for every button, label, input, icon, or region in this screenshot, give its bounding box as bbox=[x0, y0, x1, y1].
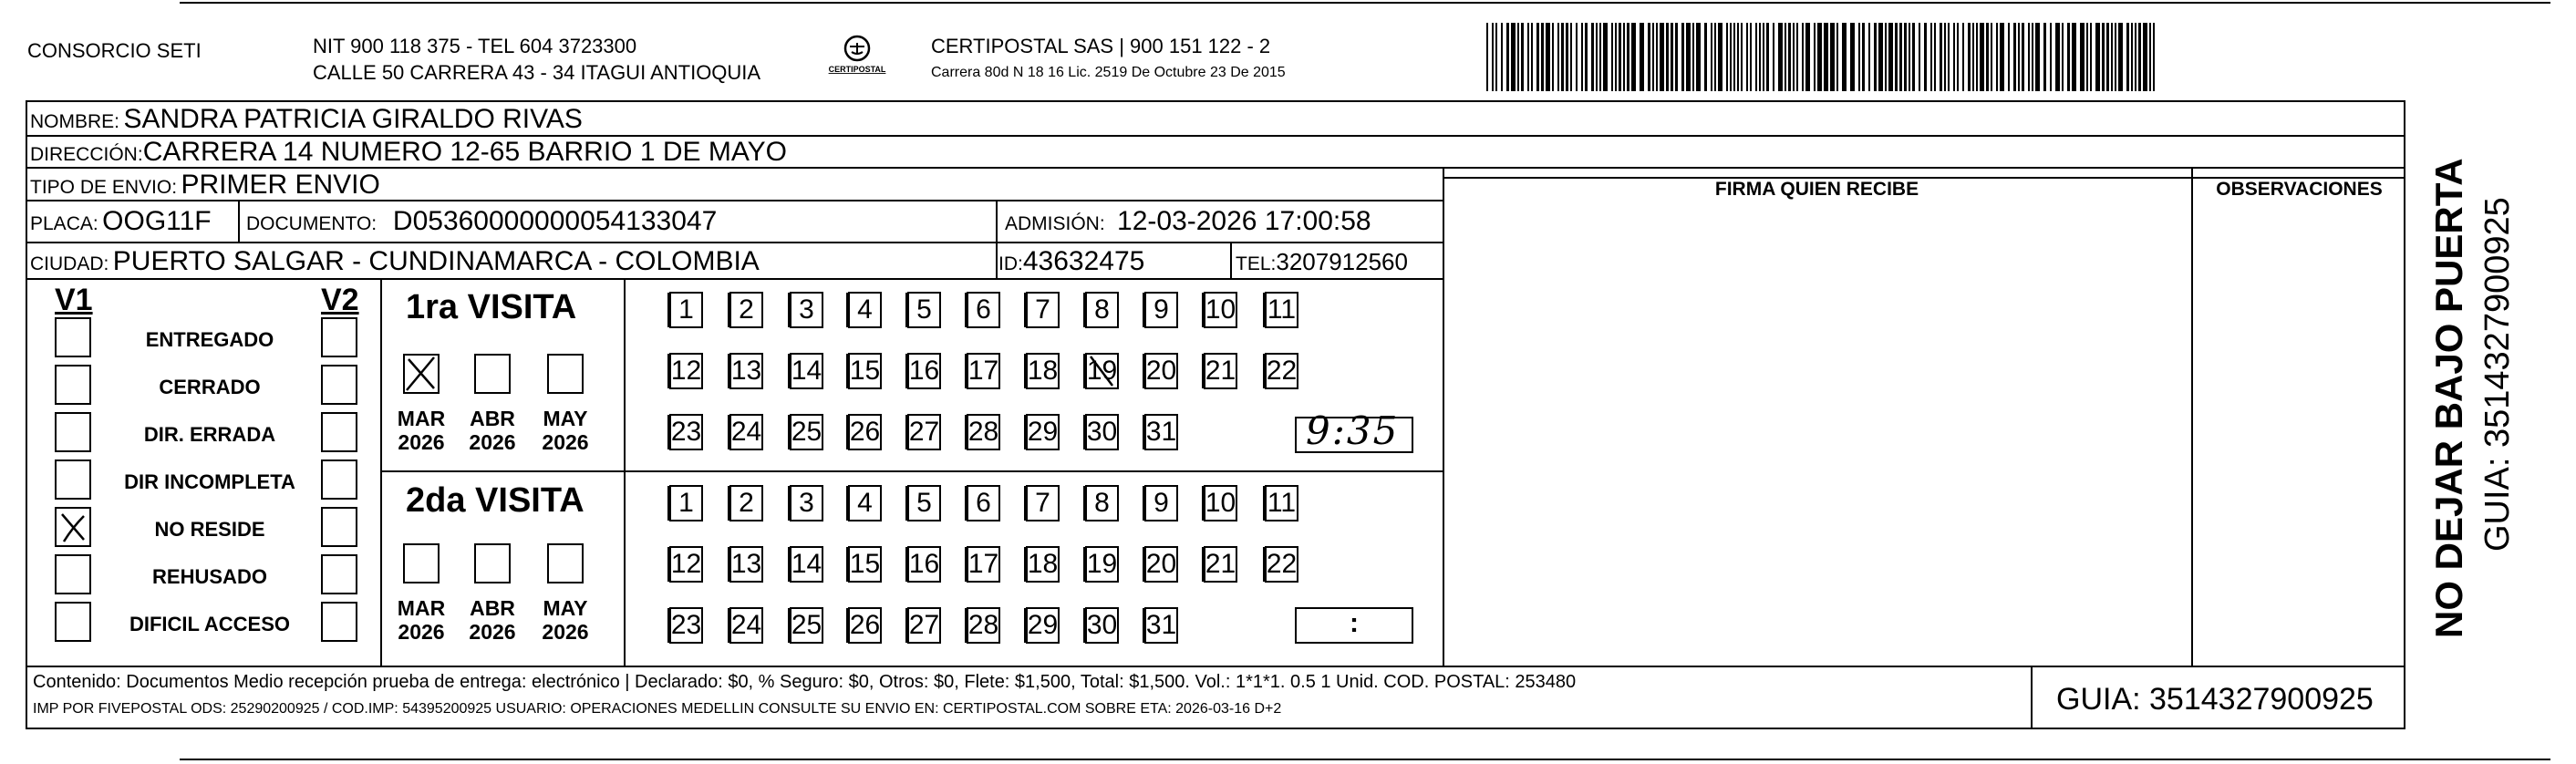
barcode-bar bbox=[1899, 23, 1902, 91]
city-row: CIUDAD: PUERTO SALGAR - CUNDINAMARCA - COLOMBIA bbox=[30, 246, 760, 276]
barcode-bar bbox=[1561, 23, 1564, 91]
day-box[interactable]: 1 bbox=[669, 485, 703, 521]
address-row: DIRECCIÓN:CARRERA 14 NUMERO 12-65 BARRIO 1 DE MAYO bbox=[30, 137, 787, 167]
barcode-bar bbox=[1718, 23, 1723, 91]
barcode-bar bbox=[2022, 23, 2024, 91]
barcode-bar bbox=[1517, 23, 1519, 91]
v1-header: V1 bbox=[55, 283, 93, 317]
day-box[interactable]: 21 bbox=[1204, 546, 1237, 583]
side-warning: NO DEJAR BAJO PUERTA bbox=[2427, 158, 2470, 638]
barcode-bar bbox=[2086, 23, 2088, 91]
barcode-bar bbox=[2131, 23, 2133, 91]
day-box[interactable]: 18 bbox=[1026, 546, 1060, 583]
barcode-bar bbox=[1759, 23, 1761, 91]
barcode-bar bbox=[2032, 23, 2033, 91]
month-label: ABR 2026 bbox=[469, 596, 516, 645]
day-box[interactable]: 7 bbox=[1026, 485, 1060, 521]
barcode-bar bbox=[1746, 23, 1748, 91]
day-box[interactable]: 16 bbox=[907, 353, 941, 389]
barcode-bar bbox=[1648, 23, 1650, 91]
day-box[interactable]: 19 bbox=[1085, 353, 1119, 389]
barcode-bar bbox=[1521, 23, 1524, 91]
day-box[interactable]: 12 bbox=[669, 353, 703, 389]
barcode-bar bbox=[1501, 23, 1503, 91]
barcode-bar bbox=[2149, 23, 2151, 91]
barcode-bar bbox=[1888, 23, 1893, 91]
day-box[interactable]: 17 bbox=[967, 353, 1000, 389]
barcode-bar bbox=[1868, 23, 1870, 91]
barcode-bar bbox=[1750, 23, 1752, 91]
day-box[interactable]: 4 bbox=[848, 485, 882, 521]
barcode-bar bbox=[1878, 23, 1883, 91]
barcode-bar bbox=[1640, 23, 1644, 91]
status-label: DIFICIL ACCESO bbox=[129, 613, 290, 635]
barcode-bar bbox=[1976, 23, 1978, 91]
barcode-bar bbox=[1536, 23, 1539, 91]
day-box[interactable]: 9 bbox=[1144, 485, 1178, 521]
day-box[interactable]: 18 bbox=[1026, 353, 1060, 389]
day-box[interactable]: 8 bbox=[1085, 292, 1119, 328]
barcode-bar bbox=[1591, 23, 1594, 91]
barcode-bar bbox=[1862, 23, 1865, 91]
v2-header: V2 bbox=[321, 283, 359, 317]
v1-checkbox[interactable] bbox=[55, 317, 91, 357]
barcode-bar bbox=[1557, 23, 1559, 91]
status-label: REHUSADO bbox=[152, 565, 267, 588]
day-box[interactable]: 10 bbox=[1204, 485, 1237, 521]
barcode-bar bbox=[1652, 23, 1654, 91]
day-box[interactable]: 27 bbox=[907, 607, 941, 644]
day-box[interactable]: 30 bbox=[1085, 607, 1119, 644]
day-box[interactable]: 29 bbox=[1026, 414, 1060, 450]
day-box[interactable]: 7 bbox=[1026, 292, 1060, 328]
recipient-tel: 3207912560 bbox=[1276, 248, 1408, 275]
barcode-bar bbox=[1817, 23, 1822, 91]
barcode-bar bbox=[1566, 23, 1568, 91]
barcode-bar bbox=[2115, 23, 2116, 91]
certipostal-logo bbox=[825, 33, 889, 78]
carrier-line: CERTIPOSTAL SAS | 900 151 122 - 2 bbox=[931, 35, 1271, 57]
barcode-bar bbox=[1623, 23, 1625, 91]
side-guia: GUIA: 3514327900925 bbox=[2478, 197, 2517, 552]
barcode-bar bbox=[1830, 23, 1835, 91]
month-checkbox[interactable] bbox=[547, 354, 584, 394]
month-checkbox[interactable] bbox=[474, 354, 511, 394]
recipient-id: 43632475 bbox=[1022, 246, 1145, 276]
day-box[interactable]: 15 bbox=[848, 546, 882, 583]
day-box[interactable]: 31 bbox=[1144, 607, 1178, 644]
day-box[interactable]: 1 bbox=[669, 292, 703, 328]
barcode-bar bbox=[1909, 23, 1910, 91]
barcode-bar bbox=[1930, 23, 1932, 91]
barcode-bar bbox=[1576, 23, 1578, 91]
v2-checkbox[interactable] bbox=[321, 602, 357, 642]
day-box[interactable]: 23 bbox=[669, 607, 703, 644]
top-rule bbox=[180, 2, 2550, 4]
visit1-time: 9:35 bbox=[1306, 408, 1400, 453]
barcode-bar bbox=[1805, 23, 1810, 91]
day-box[interactable]: 26 bbox=[848, 414, 882, 450]
month-label: MAY 2026 bbox=[542, 407, 589, 455]
barcode-bar bbox=[1486, 23, 1488, 91]
barcode-bar bbox=[1675, 23, 1678, 91]
doc-row: DOCUMENTO: D05360000000054133047 bbox=[246, 206, 718, 236]
day-box[interactable]: 4 bbox=[848, 292, 882, 328]
month-label: MAR 2026 bbox=[397, 596, 446, 645]
barcode-bar bbox=[1527, 23, 1529, 91]
barcode-bar bbox=[1858, 23, 1860, 91]
day-box[interactable]: 5 bbox=[907, 292, 941, 328]
barcode-bar bbox=[1666, 23, 1669, 91]
document-number: D05360000000054133047 bbox=[392, 206, 718, 236]
day-box[interactable]: 16 bbox=[907, 546, 941, 583]
barcode-bar bbox=[1968, 23, 1971, 91]
admission-date: 12-03-2026 17:00:58 bbox=[1117, 206, 1371, 236]
day-box[interactable]: 2 bbox=[729, 292, 763, 328]
v2-checkbox[interactable] bbox=[321, 317, 357, 357]
day-box[interactable]: 9 bbox=[1144, 292, 1178, 328]
barcode-bar bbox=[1596, 23, 1598, 91]
barcode-bar bbox=[2106, 23, 2109, 91]
signature-header: FIRMA QUIEN RECIBE bbox=[1714, 179, 1919, 200]
barcode-bar bbox=[1885, 23, 1887, 91]
barcode-bar bbox=[1726, 23, 1728, 91]
day-box[interactable]: 17 bbox=[967, 546, 1000, 583]
bottom-rule bbox=[180, 759, 2550, 760]
barcode-bar bbox=[1686, 23, 1691, 91]
day-box[interactable]: 24 bbox=[729, 414, 763, 450]
barcode-bar bbox=[1850, 23, 1855, 91]
day-box[interactable]: 5 bbox=[907, 485, 941, 521]
day-box[interactable]: 13 bbox=[729, 353, 763, 389]
barcode-bar bbox=[1874, 23, 1877, 91]
barcode-bar bbox=[1506, 23, 1509, 91]
observations-header: OBSERVACIONES bbox=[2216, 179, 2383, 200]
barcode-bar bbox=[1996, 23, 1998, 91]
id-row: ID:43632475 bbox=[998, 246, 1145, 276]
barcode-bar bbox=[2050, 23, 2052, 91]
barcode-bar bbox=[1785, 23, 1786, 91]
day-box[interactable]: 10 bbox=[1204, 292, 1237, 328]
status-label: DIR. ERRADA bbox=[143, 423, 276, 446]
day-box[interactable]: 22 bbox=[1265, 546, 1298, 583]
day-box[interactable]: 2 bbox=[729, 485, 763, 521]
barcode-bar bbox=[1912, 23, 1915, 91]
day-box[interactable]: 30 bbox=[1085, 414, 1119, 450]
plate: OOG11F bbox=[102, 206, 212, 236]
type-row: TIPO DE ENVIO: PRIMER ENVIO bbox=[30, 170, 380, 200]
city: PUERTO SALGAR - CUNDINAMARCA - COLOMBIA bbox=[112, 246, 760, 276]
address-line: CALLE 50 CARRERA 43 - 34 ITAGUI ANTIOQUIA bbox=[313, 61, 761, 84]
contents-line: Contenido: Documentos Medio recepción prueba de entrega: electrónico | Declarado: $0, % Seguro: $0, Otros: $0, Flete: $1,500, Total: $1,500. Vol.: 1*1*1. 0.5 1 Unid. COD. POSTAL: 253480 bbox=[33, 672, 1577, 692]
barcode-bar bbox=[2090, 23, 2092, 91]
nit-line: NIT 900 118 375 - TEL 604 3723300 bbox=[313, 35, 637, 57]
barcode-bar bbox=[1671, 23, 1673, 91]
barcode-bar bbox=[1763, 23, 1764, 91]
barcode-bar bbox=[2138, 23, 2141, 91]
month-checkbox[interactable] bbox=[474, 543, 511, 583]
barcode-bar bbox=[1599, 23, 1601, 91]
imp-line: IMP POR FIVEPOSTAL ODS: 25290200925 / COD.IMP: 54395200925 USUARIO: OPERACIONES MEDELLIN CONSULTE SU ENVIO EN: CERTIPOSTAL.COM SOBRE ETA: 2026-03-16 D+2 bbox=[33, 701, 1282, 717]
barcode-bar bbox=[1531, 23, 1533, 91]
day-box[interactable]: 21 bbox=[1204, 353, 1237, 389]
barcode-bar bbox=[1796, 23, 1798, 91]
v1-checkbox[interactable] bbox=[55, 412, 91, 452]
day-box[interactable]: 15 bbox=[848, 353, 882, 389]
tel-row: TEL:3207912560 bbox=[1236, 248, 1408, 275]
barcode-bar bbox=[1948, 23, 1950, 91]
barcode-bar bbox=[2043, 23, 2046, 91]
barcode-bar bbox=[1755, 23, 1757, 91]
v2-checkbox[interactable] bbox=[321, 412, 357, 452]
barcode-bar bbox=[1581, 23, 1583, 91]
barcode-bar bbox=[2067, 23, 2070, 91]
barcode-bar bbox=[2080, 23, 2085, 91]
day-box[interactable]: 3 bbox=[790, 485, 823, 521]
barcode-bar bbox=[1711, 23, 1712, 91]
day-box[interactable]: 24 bbox=[729, 607, 763, 644]
svg-text:CERTIPOSTAL: CERTIPOSTAL bbox=[828, 65, 886, 74]
month-label: MAY 2026 bbox=[542, 596, 589, 645]
day-box[interactable]: 14 bbox=[790, 546, 823, 583]
carrier-sub: Carrera 80d N 18 16 Lic. 2519 De Octubre 23 De 2015 bbox=[931, 65, 1286, 80]
status-label: DIR INCOMPLETA bbox=[124, 470, 295, 493]
barcode-bar bbox=[1696, 23, 1701, 91]
barcode-bar bbox=[1656, 23, 1658, 91]
day-box[interactable]: 22 bbox=[1265, 353, 1298, 389]
barcode-bar bbox=[1919, 23, 1920, 91]
barcode-bar bbox=[1814, 23, 1816, 91]
v1-checkbox[interactable] bbox=[55, 365, 91, 405]
day-box[interactable]: 6 bbox=[967, 292, 1000, 328]
barcode-bar bbox=[1766, 23, 1769, 91]
barcode-bar bbox=[1741, 23, 1743, 91]
visit1-title: 1ra VISITA bbox=[406, 288, 577, 326]
barcode-bar bbox=[1730, 23, 1732, 91]
v2-checkbox[interactable] bbox=[321, 554, 357, 594]
v2-checkbox[interactable] bbox=[321, 365, 357, 405]
day-box[interactable]: 13 bbox=[729, 546, 763, 583]
day-box[interactable]: 29 bbox=[1026, 607, 1060, 644]
barcode-bar bbox=[2008, 23, 2010, 91]
barcode-bar bbox=[2135, 23, 2136, 91]
day-box[interactable]: 20 bbox=[1144, 546, 1178, 583]
day-box[interactable]: 25 bbox=[790, 607, 823, 644]
barcode-bar bbox=[2055, 23, 2060, 91]
company-name: CONSORCIO SETI bbox=[27, 39, 202, 62]
month-checkbox[interactable] bbox=[403, 543, 440, 583]
barcode-bar bbox=[2126, 23, 2129, 91]
barcode-bar bbox=[1692, 23, 1694, 91]
barcode-bar bbox=[1793, 23, 1795, 91]
day-box[interactable]: 3 bbox=[790, 292, 823, 328]
barcode-bar bbox=[1627, 23, 1629, 91]
barcode-bar bbox=[2118, 23, 2123, 91]
day-box[interactable]: 11 bbox=[1265, 292, 1298, 328]
barcode-bar bbox=[2000, 23, 2004, 91]
visit2-title: 2da VISITA bbox=[406, 481, 585, 520]
v2-checkbox[interactable] bbox=[321, 459, 357, 500]
barcode-bar bbox=[1631, 23, 1636, 91]
day-box[interactable]: 19 bbox=[1085, 546, 1119, 583]
status-label: NO RESIDE bbox=[154, 518, 265, 541]
barcode-bar bbox=[2028, 23, 2030, 91]
barcode-bar bbox=[1788, 23, 1791, 91]
day-box[interactable]: 25 bbox=[790, 414, 823, 450]
day-box[interactable]: 31 bbox=[1144, 414, 1178, 450]
barcode-bar bbox=[2013, 23, 2016, 91]
day-box[interactable]: 8 bbox=[1085, 485, 1119, 521]
barcode-bar bbox=[2153, 23, 2155, 91]
shipment-type: PRIMER ENVIO bbox=[181, 170, 380, 200]
barcode-bar bbox=[1603, 23, 1608, 91]
admission-row: ADMISIÓN: 12-03-2026 17:00:58 bbox=[1005, 206, 1371, 236]
barcode-bar bbox=[1773, 23, 1774, 91]
day-box[interactable]: 6 bbox=[967, 485, 1000, 521]
barcode-bar bbox=[1681, 23, 1684, 91]
day-box[interactable]: 26 bbox=[848, 607, 882, 644]
barcode-bar bbox=[1980, 23, 1984, 91]
barcode-bar bbox=[1924, 23, 1927, 91]
v1-checkbox[interactable] bbox=[55, 602, 91, 642]
month-checkbox[interactable] bbox=[547, 543, 584, 583]
barcode-bar bbox=[1824, 23, 1828, 91]
visit2-time: : bbox=[1350, 608, 1359, 638]
barcode-bar bbox=[2102, 23, 2105, 91]
barcode-bar bbox=[2143, 23, 2147, 91]
barcode-bar bbox=[1842, 23, 1847, 91]
name-row: NOMBRE: SANDRA PATRICIA GIRALDO RIVAS bbox=[30, 104, 583, 134]
barcode-bar bbox=[1492, 23, 1494, 91]
barcode-bar bbox=[1737, 23, 1739, 91]
recipient-name: SANDRA PATRICIA GIRALDO RIVAS bbox=[123, 104, 583, 134]
v1-checkbox[interactable] bbox=[55, 459, 91, 500]
barcode-bar bbox=[1962, 23, 1964, 91]
day-box[interactable]: 11 bbox=[1265, 485, 1298, 521]
day-box[interactable]: 23 bbox=[669, 414, 703, 450]
barcode-bar bbox=[1615, 23, 1617, 91]
day-box[interactable]: 28 bbox=[967, 414, 1000, 450]
recipient-address: CARRERA 14 NUMERO 12-65 BARRIO 1 DE MAYO bbox=[142, 137, 787, 167]
barcode-bar bbox=[1541, 23, 1544, 91]
barcode-bar bbox=[1944, 23, 1946, 91]
barcode-bar bbox=[1511, 23, 1516, 91]
barcode-bar bbox=[1714, 23, 1716, 91]
barcode-bar bbox=[1585, 23, 1588, 91]
month-label: MAR 2026 bbox=[397, 407, 446, 455]
status-label: ENTREGADO bbox=[145, 328, 274, 351]
v2-checkbox[interactable] bbox=[321, 507, 357, 547]
barcode-bar bbox=[1934, 23, 1936, 91]
status-label: CERRADO bbox=[159, 376, 261, 398]
day-box[interactable]: 12 bbox=[669, 546, 703, 583]
barcode-bar bbox=[1940, 23, 1942, 91]
barcode-bar bbox=[2062, 23, 2064, 91]
day-box[interactable]: 27 bbox=[907, 414, 941, 450]
month-label: ABR 2026 bbox=[469, 407, 516, 455]
barcode-bar bbox=[2095, 23, 2100, 91]
guia-footer: GUIA: 3514327900925 bbox=[2056, 682, 2374, 717]
barcode-bar bbox=[2072, 23, 2076, 91]
barcode-bar bbox=[1986, 23, 1989, 91]
barcode-bar bbox=[1704, 23, 1707, 91]
day-box[interactable]: 14 bbox=[790, 353, 823, 389]
day-box[interactable]: 20 bbox=[1144, 353, 1178, 389]
barcode-bar bbox=[1802, 23, 1804, 91]
barcode-bar bbox=[1778, 23, 1783, 91]
v1-checkbox[interactable] bbox=[55, 554, 91, 594]
day-box[interactable]: 28 bbox=[967, 607, 1000, 644]
barcode-bar bbox=[1991, 23, 1992, 91]
barcode-bar bbox=[1953, 23, 1955, 91]
barcode-bar bbox=[1495, 23, 1497, 91]
barcode-bar bbox=[1546, 23, 1550, 91]
barcode-bar bbox=[2018, 23, 2020, 91]
barcode-bar bbox=[1957, 23, 1959, 91]
barcode-bar bbox=[1619, 23, 1621, 91]
barcode-bar bbox=[1570, 23, 1572, 91]
barcode-bar bbox=[1895, 23, 1898, 91]
v1-checkbox[interactable] bbox=[55, 507, 91, 547]
barcode-bar bbox=[1836, 23, 1838, 91]
barcode-bar bbox=[1904, 23, 1907, 91]
plate-row: PLACA: OOG11F bbox=[30, 206, 212, 236]
barcode-bar bbox=[1972, 23, 1974, 91]
barcode bbox=[1485, 23, 2159, 91]
month-checkbox[interactable] bbox=[403, 354, 440, 394]
barcode-bar bbox=[1660, 23, 1664, 91]
barcode-bar bbox=[2111, 23, 2113, 91]
barcode-bar bbox=[1733, 23, 1735, 91]
barcode-bar bbox=[1552, 23, 1554, 91]
barcode-bar bbox=[1611, 23, 1613, 91]
barcode-bar bbox=[2035, 23, 2040, 91]
